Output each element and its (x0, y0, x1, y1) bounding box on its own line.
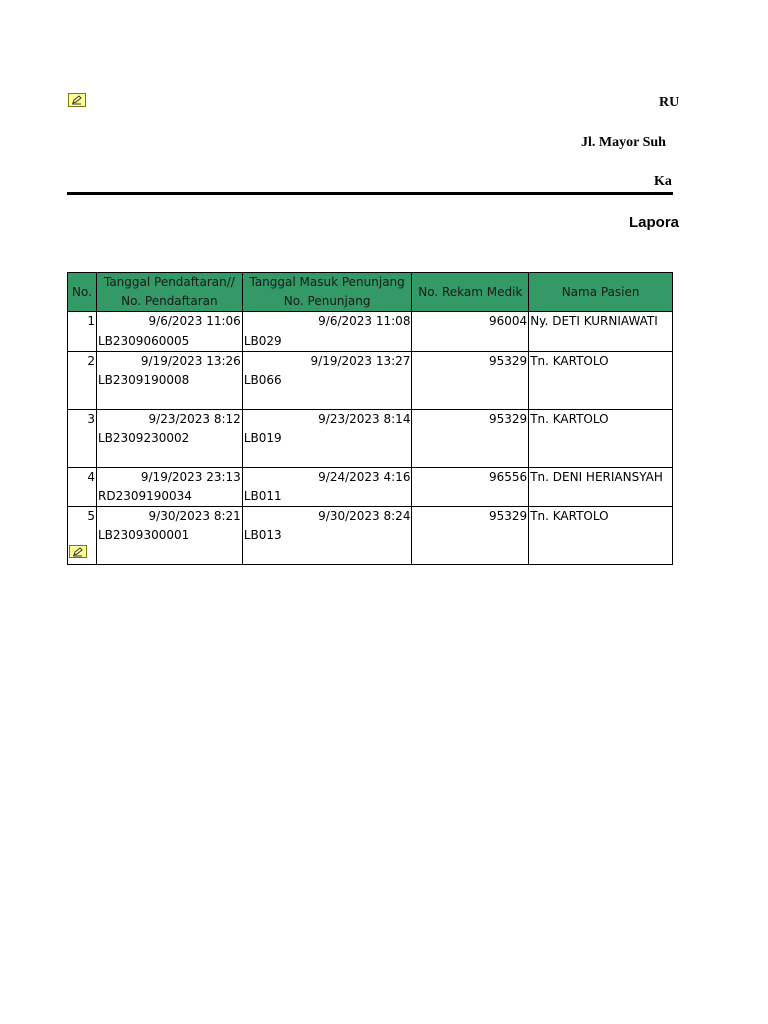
registration-date: 9/30/2023 8:21 (148, 509, 241, 523)
row-number: 4 (68, 468, 97, 507)
support-date: 9/19/2023 13:27 (310, 354, 411, 368)
col-header-registration (96, 273, 242, 312)
registration-cell (96, 312, 242, 352)
registration-cell (96, 352, 242, 410)
col-header-support-line2: No. Penunjang (283, 294, 371, 308)
support-date: 9/6/2023 11:08 (318, 314, 411, 328)
support-date: 9/30/2023 8:24 (318, 509, 411, 523)
col-header-registration-line1: Tanggal Pendaftaran// (103, 275, 235, 289)
support-number: LB019 (243, 431, 282, 445)
registration-date: 9/19/2023 13:26 (140, 354, 241, 368)
patient-name: Tn. KARTOLO (529, 410, 673, 468)
support-cell (242, 468, 412, 507)
medical-record-number: 95329 (412, 410, 529, 468)
pen-glyph (71, 95, 83, 105)
registration-date: 9/19/2023 23:13 (140, 470, 241, 484)
hospital-address: Jl. Mayor Suh (581, 135, 666, 150)
support-number: LB029 (243, 334, 282, 348)
registration-number: LB2309230002 (97, 431, 190, 445)
support-number: LB013 (243, 528, 282, 542)
support-cell (242, 410, 412, 468)
registration-number: LB2309190008 (97, 373, 190, 387)
support-cell (242, 507, 412, 565)
note-icon[interactable] (68, 93, 86, 107)
support-cell (242, 352, 412, 410)
registration-date: 9/23/2023 8:12 (148, 412, 241, 426)
patient-name: Tn. KARTOLO (529, 352, 673, 410)
registration-date: 9/6/2023 11:06 (148, 314, 241, 328)
col-header-support-line1: Tanggal Masuk Penunjang (249, 275, 405, 289)
medical-record-number: 96004 (412, 312, 529, 352)
registration-cell (96, 410, 242, 468)
table-row (68, 410, 673, 468)
row-number: 1 (68, 312, 97, 352)
support-number: LB066 (243, 373, 282, 387)
patient-name: Ny. DETI KURNIAWATI (529, 312, 673, 352)
table-header-row (68, 273, 673, 312)
col-header-medical-record: No. Rekam Medik (412, 273, 529, 312)
support-date: 9/24/2023 4:16 (318, 470, 411, 484)
report-title: Lapora (629, 214, 680, 231)
hospital-city: Ka (654, 174, 672, 189)
support-number: LB011 (243, 489, 282, 503)
patient-name: Tn. KARTOLO (529, 507, 673, 565)
table-row (68, 352, 673, 410)
patient-name: Tn. DENI HERIANSYAH (529, 468, 673, 507)
medical-record-number: 96556 (412, 468, 529, 507)
col-header-registration-line2: No. Pendaftaran (121, 294, 218, 308)
support-cell (242, 312, 412, 352)
medical-record-number: 95329 (412, 352, 529, 410)
registration-number: LB2309300001 (97, 528, 190, 542)
medical-record-number: 95329 (412, 507, 529, 565)
registration-cell (96, 468, 242, 507)
registration-number: RD2309190034 (97, 489, 192, 503)
patient-table (67, 272, 673, 565)
support-date: 9/23/2023 8:14 (318, 412, 411, 426)
table-row (68, 507, 673, 565)
registration-number: LB2309060005 (97, 334, 190, 348)
col-header-patient-name: Nama Pasien (529, 273, 673, 312)
col-header-no: No. (68, 273, 97, 312)
table-row (68, 468, 673, 507)
note-icon[interactable] (69, 545, 87, 558)
pen-glyph (72, 547, 84, 557)
row-number: 3 (68, 410, 97, 468)
row-number: 2 (68, 352, 97, 410)
col-header-support (242, 273, 412, 312)
header-divider (67, 192, 673, 195)
table-row (68, 312, 673, 352)
registration-cell (96, 507, 242, 565)
row-number: 5 (68, 507, 97, 565)
hospital-name: RU (659, 95, 680, 110)
